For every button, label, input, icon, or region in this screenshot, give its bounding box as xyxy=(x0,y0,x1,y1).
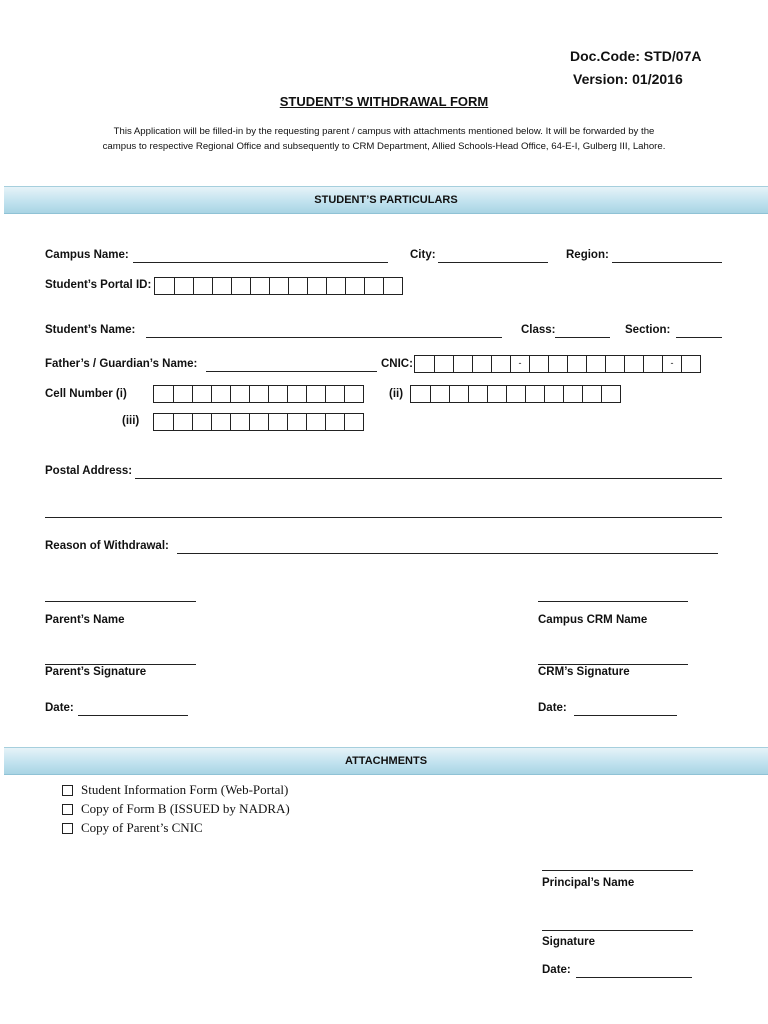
attachment-item[interactable] xyxy=(62,820,203,836)
parent-name-line[interactable] xyxy=(45,601,196,602)
postal-address-field[interactable] xyxy=(135,478,722,479)
principal-signature-label: Signature xyxy=(542,936,596,948)
attachment-item[interactable] xyxy=(62,782,288,798)
parent-date-label: Date: xyxy=(45,702,74,714)
attachment-label: Student Information Form (Web-Portal) xyxy=(81,782,289,797)
intro-text xyxy=(40,124,728,154)
student-name-field[interactable] xyxy=(146,337,502,338)
section-header-particulars: STUDENT’S PARTICULARS xyxy=(4,186,768,214)
campus-crm-name-line[interactable] xyxy=(538,601,688,602)
father-name-label: Father’s / Guardian’s Name: xyxy=(45,358,198,370)
cell-number-3-boxes[interactable] xyxy=(153,413,364,431)
cell-number-ii-label: (ii) xyxy=(389,388,404,400)
parent-signature-label: Parent’s Signature xyxy=(45,666,147,678)
principal-date-label: Date: xyxy=(542,964,571,976)
region-field[interactable] xyxy=(612,262,722,263)
checkbox-icon[interactable] xyxy=(62,823,73,834)
reason-field[interactable] xyxy=(177,553,718,554)
portal-id-label: Student’s Portal ID: xyxy=(45,279,152,291)
cnic-label: CNIC: xyxy=(381,358,413,370)
parent-signature-line[interactable] xyxy=(45,664,196,665)
section-label: Section: xyxy=(625,324,671,336)
city-field[interactable] xyxy=(438,262,548,263)
crm-date-label: Date: xyxy=(538,702,567,714)
cnic-boxes[interactable] xyxy=(414,355,701,373)
crm-signature-line[interactable] xyxy=(538,664,688,665)
crm-signature-label: CRM’s Signature xyxy=(538,666,630,678)
section-field[interactable] xyxy=(676,337,722,338)
doc-version: Version: 01/2016 xyxy=(573,71,683,87)
class-field[interactable] xyxy=(555,337,610,338)
cnic-separator-2: - xyxy=(662,356,681,372)
form-title: STUDENT’S WITHDRAWAL FORM xyxy=(279,94,489,109)
campus-name-label: Campus Name: xyxy=(45,249,129,261)
region-label: Region: xyxy=(566,249,609,261)
checkbox-icon[interactable] xyxy=(62,804,73,815)
cell-number-label: Cell Number (i) xyxy=(45,388,127,400)
cnic-separator-1: - xyxy=(510,356,529,372)
parent-date-field[interactable] xyxy=(78,715,188,716)
section-header-attachments: ATTACHMENTS xyxy=(4,747,768,775)
campus-name-field[interactable] xyxy=(133,262,388,263)
intro-line-2: campus to respective Regional Office and subsequently to CRM Department, Allied Schools-Head Office, 64-E-I, Gulberg III, Lahore. xyxy=(102,141,666,152)
attachment-label: Copy of Form B (ISSUED by NADRA) xyxy=(81,801,290,816)
cell-number-iii-label: (iii) xyxy=(122,415,140,427)
father-name-field[interactable] xyxy=(206,371,377,372)
portal-id-boxes[interactable] xyxy=(154,277,403,295)
postal-address-field-line-2[interactable] xyxy=(45,517,722,518)
class-label: Class: xyxy=(521,324,556,336)
attachment-label: Copy of Parent’s CNIC xyxy=(81,820,203,835)
intro-line-1: This Application will be filled-in by the requesting parent / campus with attachments mentioned below. It will be forwarded by the xyxy=(113,126,655,137)
principal-name-line[interactable] xyxy=(542,870,693,871)
cell-number-1-boxes[interactable] xyxy=(153,385,364,403)
parent-name-label: Parent’s Name xyxy=(45,614,125,626)
principal-name-label: Principal’s Name xyxy=(542,877,635,889)
campus-crm-name-label: Campus CRM Name xyxy=(538,614,648,626)
principal-signature-line[interactable] xyxy=(542,930,693,931)
city-label: City: xyxy=(410,249,436,261)
cell-number-2-boxes[interactable] xyxy=(410,385,621,403)
checkbox-icon[interactable] xyxy=(62,785,73,796)
student-name-label: Student’s Name: xyxy=(45,324,136,336)
attachment-item[interactable] xyxy=(62,801,290,817)
postal-address-label: Postal Address: xyxy=(45,465,133,477)
principal-date-field[interactable] xyxy=(576,977,692,978)
crm-date-field[interactable] xyxy=(574,715,677,716)
reason-label: Reason of Withdrawal: xyxy=(45,540,169,552)
doc-code: Doc.Code: STD/07A xyxy=(570,48,702,64)
